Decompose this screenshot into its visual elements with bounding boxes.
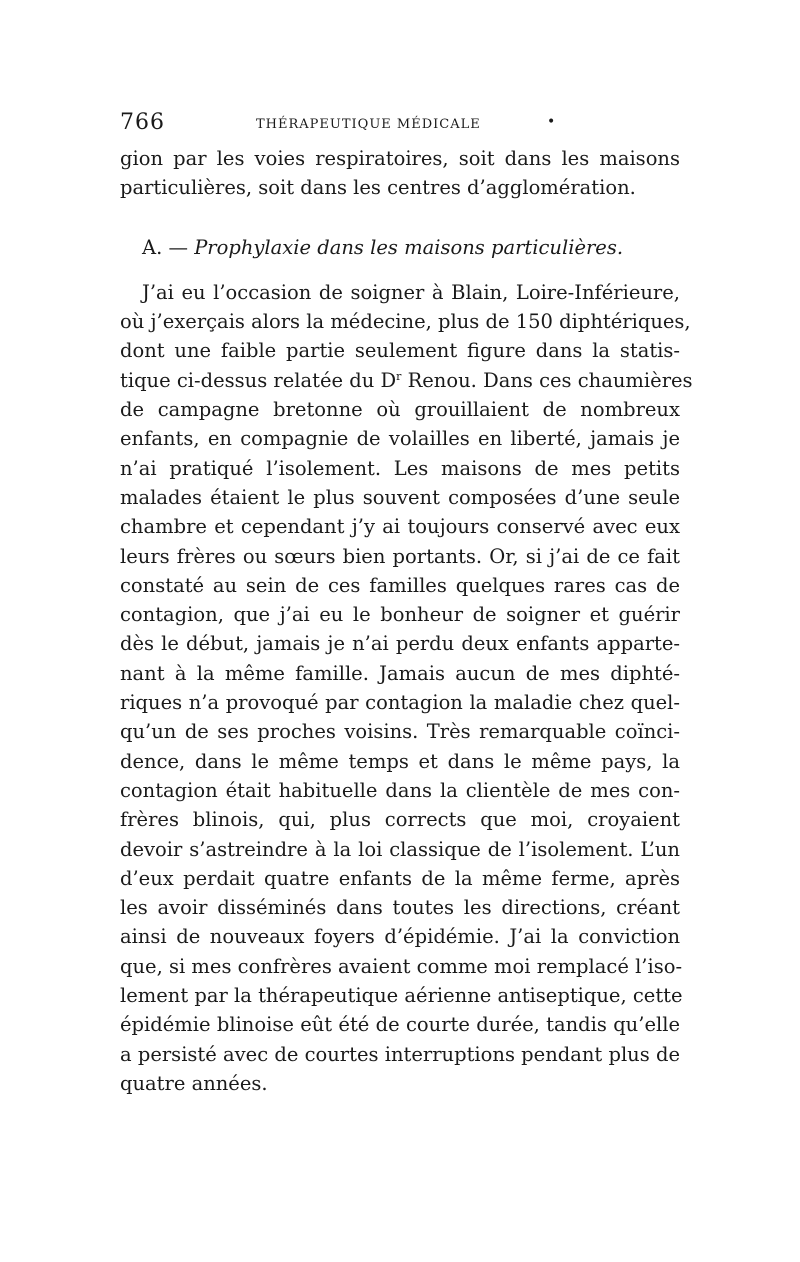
- section-title: Prophylaxie dans les maisons particulières.: [194, 235, 624, 259]
- paragraph-line: [120, 366, 693, 395]
- paragraph-line: dence, dans le même temps et dans le même pays, la: [120, 749, 680, 773]
- paragraph-line: lement par la thérapeutique aérienne antiseptique, cette: [120, 984, 683, 1008]
- paragraph: [120, 278, 693, 1098]
- paragraph-line: contagion était habituelle dans la clientèle de mes con-: [120, 778, 680, 802]
- intro-line: particulières, soit dans les centres d’agglomération.: [120, 176, 636, 200]
- paragraph-line: enfants, en compagnie de volailles en liberté, jamais je: [120, 427, 680, 451]
- paragraph-line: constaté au sein de ces familles quelques rares cas de: [120, 573, 680, 597]
- paragraph-line: les avoir disséminés dans toutes les directions, créant: [120, 896, 680, 920]
- paragraph-line: dont une faible partie seulement figure dans la statis-: [120, 339, 680, 363]
- paragraph-line: épidémie blinoise eût été de courte durée, tandis qu’elle: [120, 1013, 680, 1037]
- running-title: THÉRAPEUTIQUE MÉDICALE: [256, 117, 481, 132]
- paragraph-line: J’ai eu l’occasion de soigner à Blain, Loire-Inférieure,: [142, 280, 680, 304]
- paragraph-line: qu’un de ses proches voisins. Très remarquable coïnci-: [120, 720, 680, 744]
- paragraph-line: contagion, que j’ai eu le bonheur de soigner et guérir: [120, 603, 680, 627]
- section-heading: [120, 233, 680, 262]
- text-fragment: tique ci-dessus relatée du D: [120, 368, 397, 392]
- page-number: 766: [120, 110, 165, 135]
- paragraph-line: de campagne bretonne où grouillaient de nombreux: [120, 398, 680, 422]
- paragraph-line: malades étaient le plus souvent composées d’une seule: [120, 485, 680, 509]
- paragraph-line: devoir s’astreindre à la loi classique de l’isolement. L’un: [120, 837, 680, 861]
- paragraph-line: a persisté avec de courtes interruptions pendant plus de: [120, 1042, 680, 1066]
- paragraph-line: d’eux perdait quatre enfants de la même ferme, après: [120, 866, 680, 890]
- paragraph-line: riques n’a provoqué par contagion la maladie chez quel-: [120, 691, 680, 715]
- paragraph-line: nant à la même famille. Jamais aucun de mes diphté-: [120, 661, 680, 685]
- paragraph-line: ainsi de nouveaux foyers d’épidémie. J’ai la conviction: [120, 925, 680, 949]
- text-fragment: Renou. Dans ces chaumières: [401, 368, 693, 392]
- paragraph-line: dès le début, jamais je n’ai perdu deux enfants apparte-: [120, 632, 680, 656]
- page-body: [120, 144, 693, 1098]
- section-label: A. —: [142, 235, 188, 259]
- paragraph-line: frères blinois, qui, plus corrects que moi, croyaient: [120, 808, 680, 832]
- header-mark: •: [547, 114, 556, 130]
- paragraph-line: chambre et cependant j’y ai toujours conservé avec eux: [120, 515, 680, 539]
- superscript: r: [396, 369, 402, 383]
- intro-line: gion par les voies respiratoires, soit dans les maisons: [120, 147, 680, 170]
- paragraph-line: quatre années.: [120, 1071, 268, 1095]
- paragraph-line: n’ai pratiqué l’isolement. Les maisons de mes petits: [120, 456, 680, 480]
- paragraph-line: leurs frères ou sœurs bien portants. Or, si j’ai de ce fait: [120, 544, 680, 568]
- paragraph-line: où j’exerçais alors la médecine, plus de 150 diphtériques,: [120, 310, 691, 334]
- paragraph-line: que, si mes confrères avaient comme moi remplacé l’iso-: [120, 954, 683, 978]
